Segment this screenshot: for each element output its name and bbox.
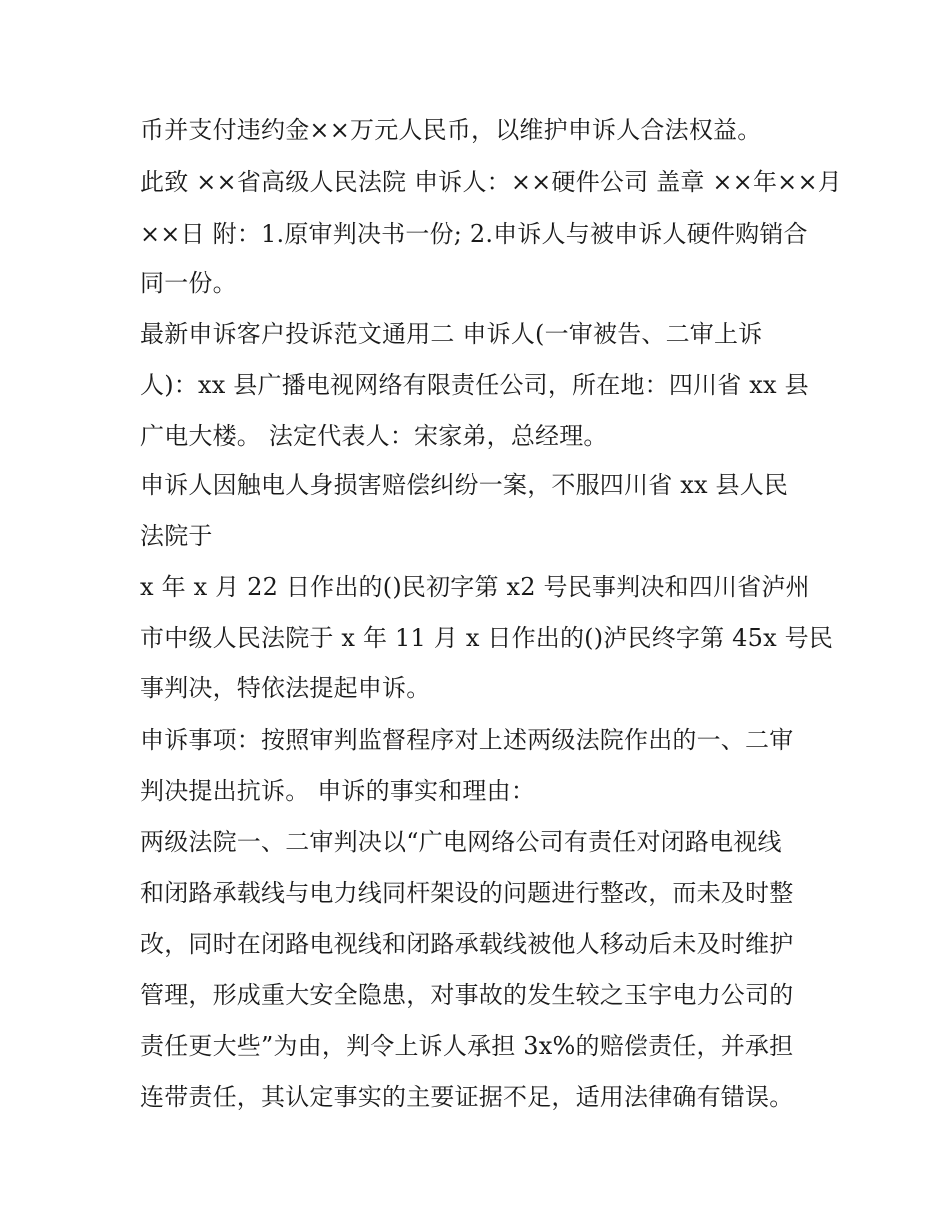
text-line: 管理，形成重大安全隐患，对事故的发生较之玉宇电力公司的 (140, 981, 794, 1009)
text-line: 币并支付违约金××万元人民币，以维护申诉人合法权益。 (140, 116, 762, 144)
text-line: 连带责任，其认定事实的主要证据不足，适用法律确有错误。 (140, 1083, 794, 1111)
text-line: 责任更大些”为由，判令上诉人承担 3x%的赔偿责任，并承担 (140, 1032, 794, 1060)
text-line: 改，同时在闭路电视线和闭路承载线被他人移动后未及时维护 (140, 930, 794, 958)
text-line: 两级法院一、二审判决以“广电网络公司有责任对闭路电视线 (140, 828, 782, 856)
text-line: 法院于 (140, 522, 213, 550)
text-line: ××日 附：1.原审判决书一份; 2.申诉人与被申诉人硬件购销合 (140, 220, 808, 248)
text-line: 申诉人因触电人身损害赔偿纠纷一案，不服四川省 xx 县人民 (140, 471, 789, 499)
text-line: x 年 x 月 22 日作出的()民初字第 x2 号民事判决和四川省泸州 (140, 573, 810, 601)
text-line: 判决提出抗诉。 申诉的事实和理由： (140, 777, 536, 805)
text-line: 最新申诉客户投诉范文通用二 申诉人(一审被告、二审上诉 (140, 320, 763, 348)
text-line: 市中级人民法院于 x 年 11 月 x 日作出的()泸民终字第 45x 号民 (140, 624, 834, 652)
text-line: 广电大楼。 法定代表人：宋家弟，总经理。 (140, 422, 608, 450)
text-line: 此致 ××省高级人民法院 申诉人：××硬件公司 盖章 ××年××月 (140, 168, 842, 196)
text-line: 人)：xx 县广播电视网络有限责任公司，所在地：四川省 xx 县 (140, 371, 809, 399)
text-line: 和闭路承载线与电力线同杆架设的问题进行整改，而未及时整 (140, 879, 794, 907)
text-line: 同一份。 (140, 269, 237, 297)
text-line: 事判决，特依法提起申诉。 (140, 674, 431, 702)
text-line: 申诉事项：按照审判监督程序对上述两级法院作出的一、二审 (140, 726, 794, 754)
